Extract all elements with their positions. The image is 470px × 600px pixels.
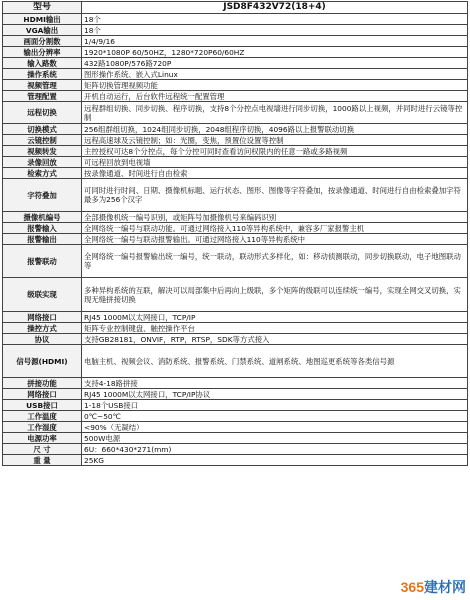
spec-row [3, 179, 468, 212]
spec-row [3, 389, 468, 400]
spec-row-value: 电脑主机、视频会议、消防系统、报警系统、门禁系统、道闸系统、地图巡更系统等各类信号源 [82, 345, 468, 378]
spec-row [3, 245, 468, 278]
spec-row [3, 14, 468, 25]
spec-row-value: <90%（无凝结） [82, 422, 468, 433]
spec-row-label: 电源功率 [3, 433, 82, 444]
spec-row-value: 0℃~50℃ [82, 411, 468, 422]
spec-row-value: 6U：660*430*271(mm) [82, 444, 468, 455]
spec-row [3, 444, 468, 455]
spec-row-label: 重 量 [3, 455, 82, 466]
spec-row-value: RJ45 1000M以太网接口，TCP/IP [82, 312, 468, 323]
spec-row-value: 可同时进行时间、日期、摄像机标题、运行状态、图形、图像等字符叠加，按录像通道、时间进行自由检索叠加字符最多为256个汉字 [82, 179, 468, 212]
spec-row [3, 323, 468, 334]
spec-row [3, 58, 468, 69]
spec-row-label: 检索方式 [3, 168, 82, 179]
spec-row-value: 全部摄像机统一编号识别，或矩阵号加摄像机号来编码识别 [82, 212, 468, 223]
spec-row-value: 开机自动运行，后台软件远程统一配置管理 [82, 91, 468, 102]
spec-row-value: 支持GB28181，ONVIF，RTP，RTSP，SDK等方式接入 [82, 334, 468, 345]
spec-row [3, 411, 468, 422]
spec-row-label: 切换模式 [3, 124, 82, 135]
spec-row [3, 223, 468, 234]
spec-row [3, 433, 468, 444]
spec-row-value: 1-18个USB接口 [82, 400, 468, 411]
spec-row [3, 91, 468, 102]
spec-row-label: USB接口 [3, 400, 82, 411]
spec-row [3, 135, 468, 146]
spec-row-label: 协议 [3, 334, 82, 345]
spec-row-label: 网络接口 [3, 389, 82, 400]
watermark-text: 建材网 [424, 579, 466, 595]
spec-row-value: 矩阵切换管理视频功能 [82, 80, 468, 91]
spec-row-label: 操作系统 [3, 69, 82, 80]
spec-row-value: 多种异构系统的互联，解决可以局部集中后再向上级联，多个矩阵的级联可以连续统一编号，实现全网交叉切换，实现无缝拼接切换 [82, 278, 468, 312]
spec-row-value: 可远程回放到电视墙 [82, 157, 468, 168]
spec-row [3, 312, 468, 323]
spec-row-value: 432路1080P/576路720P [82, 58, 468, 69]
spec-row [3, 212, 468, 223]
spec-row-label: 画面分割数 [3, 36, 82, 47]
spec-row [3, 422, 468, 433]
spec-row [3, 80, 468, 91]
spec-row [3, 455, 468, 466]
spec-row [3, 36, 468, 47]
spec-row-label: 输入路数 [3, 58, 82, 69]
spec-row-label: 视频管理 [3, 80, 82, 91]
spec-row-value: 按录像通道、时间进行自由检索 [82, 168, 468, 179]
spec-row-label: 云镜控制 [3, 135, 82, 146]
spec-row-label: 信号源(HDMI) [3, 345, 82, 378]
spec-row-label: 级联实现 [3, 278, 82, 312]
spec-row [3, 124, 468, 135]
spec-row-label: 尺 寸 [3, 444, 82, 455]
spec-row [3, 345, 468, 378]
header-row [3, 2, 468, 14]
spec-row-value: 500W电源 [82, 433, 468, 444]
spec-row-label: 报警输入 [3, 223, 82, 234]
spec-row-label: VGA输出 [3, 25, 82, 36]
spec-row [3, 168, 468, 179]
spec-row-value: RJ45 1000M以太网接口，TCP/IP协议 [82, 389, 468, 400]
spec-row-label: 工作湿度 [3, 422, 82, 433]
spec-row-label: 工作温度 [3, 411, 82, 422]
header-label: 型号 [3, 2, 82, 14]
spec-row-label: HDMI输出 [3, 14, 82, 25]
spec-row-value: 图形操作系统、嵌入式Linux [82, 69, 468, 80]
spec-table [2, 1, 468, 466]
spec-row-value: 1920*1080P 60/50HZ，1280*720P60/60HZ [82, 47, 468, 58]
spec-row-value: 256组群组切换，1024组同步切换，2048组程序切换，4096路以上报警联动切换 [82, 124, 468, 135]
spec-row-value: 25KG [82, 455, 468, 466]
spec-row-value: 18个 [82, 14, 468, 25]
spec-row-value: 全网络统一编号与联动功能。可通过网络接入110等异构系统中，兼容多厂家报警主机 [82, 223, 468, 234]
spec-row [3, 334, 468, 345]
spec-row [3, 400, 468, 411]
spec-row-label: 操控方式 [3, 323, 82, 334]
spec-row-value: 支持4-18路拼接 [82, 378, 468, 389]
spec-row-label: 远程切换 [3, 102, 82, 124]
spec-row-label: 字符叠加 [3, 179, 82, 212]
spec-row-label: 视频转发 [3, 146, 82, 157]
spec-row [3, 102, 468, 124]
spec-row-label: 报警联动 [3, 245, 82, 278]
spec-row-label: 摄像机编号 [3, 212, 82, 223]
spec-row-label: 拼接功能 [3, 378, 82, 389]
spec-row-label: 输出分辨率 [3, 47, 82, 58]
spec-row-value: 全网络统一编号报警输出统一编号，统一联动，联动形式多样化，如：移动侦测联动，同步切换联动，电子地图联动等 [82, 245, 468, 278]
spec-row-value: 矩阵专业控制键盘、触控操作平台 [82, 323, 468, 334]
spec-row-label: 报警输出 [3, 234, 82, 245]
spec-row-value: 远程高速球及云镜控制；如：光圈，变焦，预置位设置等控制 [82, 135, 468, 146]
spec-row-label: 管理配置 [3, 91, 82, 102]
spec-row-value: 18个 [82, 25, 468, 36]
spec-row [3, 47, 468, 58]
spec-row [3, 25, 468, 36]
spec-row-value: 全网络统一编号与联动报警输出。可通过网络接入110等异构系统中 [82, 234, 468, 245]
spec-row-label: 录像回放 [3, 157, 82, 168]
spec-row [3, 157, 468, 168]
header-model-value: JSD8F432V72(18+4) [82, 2, 468, 14]
spec-row-value: 1/4/9/16 [82, 36, 468, 47]
watermark-logo [401, 577, 466, 597]
spec-row [3, 278, 468, 312]
watermark-number: 365 [400, 579, 424, 595]
spec-row-label: 网络接口 [3, 312, 82, 323]
spec-row-value: 主控授权可达8个分控点，每个分控可同时查看访问权限内的任意一路或多路视频 [82, 146, 468, 157]
spec-row [3, 69, 468, 80]
spec-row [3, 146, 468, 157]
spec-row [3, 378, 468, 389]
spec-row-value: 远程群组切换、同步切换、程序切换，支持8个分控点电视墙进行同步切换，1000路以上视频，并同时进行云镜等控制 [82, 102, 468, 124]
spec-row [3, 234, 468, 245]
spec-table-body [3, 2, 468, 466]
